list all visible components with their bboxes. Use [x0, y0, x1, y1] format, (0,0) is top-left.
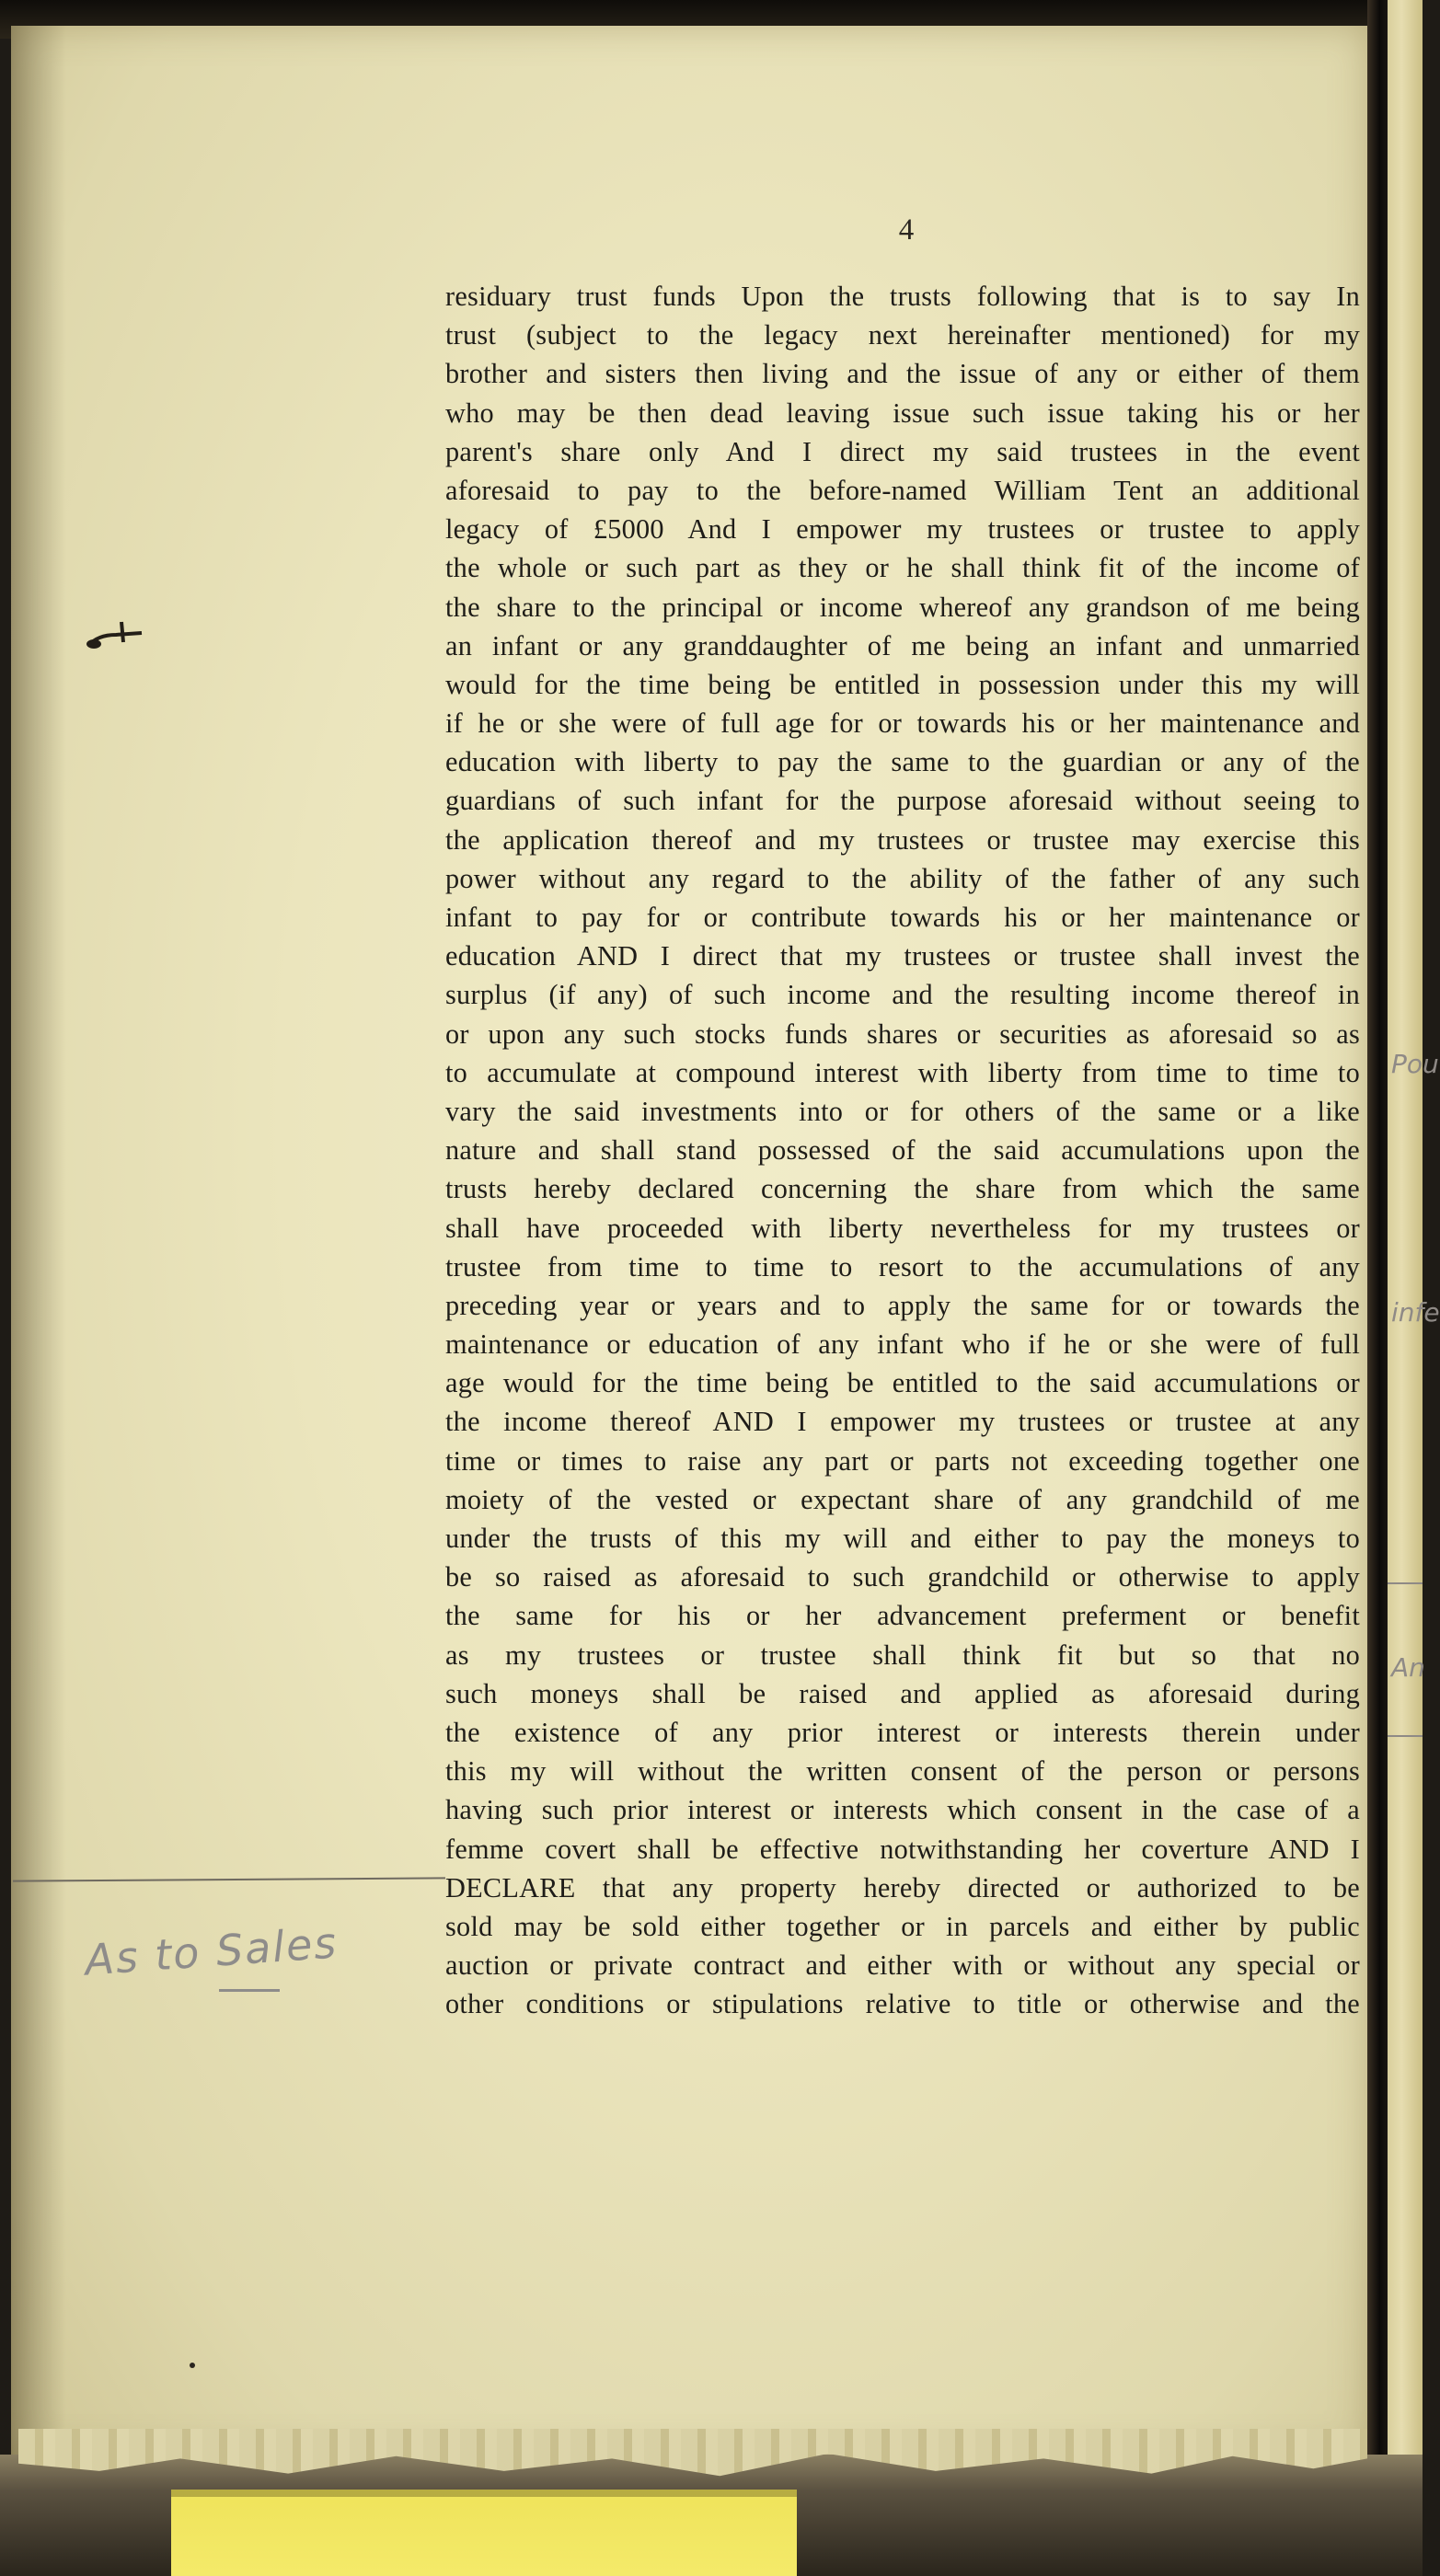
text-line: the whole or such part as they or he shall think fit of the income of: [445, 552, 1360, 584]
text-line: who may be then dead leaving issue such issue taking his or her: [445, 397, 1360, 429]
text-line: education AND I direct that my trustees or trustee shall invest the: [445, 940, 1360, 972]
text-line: surplus (if any) of such income and the resulting income thereof in: [445, 979, 1360, 1011]
text-line: vary the said investments into or for others of the same or a like: [445, 1095, 1360, 1127]
text-line: or upon any such stocks funds shares or securities as aforesaid so as: [445, 1018, 1360, 1050]
text-line: trusts hereby declared concerning the share from which the same: [445, 1173, 1360, 1205]
text-line: moiety of the vested or expectant share of any grandchild of me: [445, 1483, 1360, 1515]
text-line: under the trusts of this my will and either to pay the moneys to: [445, 1523, 1360, 1554]
text-line: brother and sisters then living and the issue of any or either of them: [445, 358, 1360, 390]
left-fold-shadow: [11, 26, 66, 2455]
text-line: the share to the principal or income whereof any grandson of me being: [445, 591, 1360, 623]
text-line: power without any regard to the ability of the father of any such: [445, 862, 1360, 894]
ink-blot-mark: [85, 615, 149, 651]
page-number: 4: [898, 213, 915, 247]
text-line: parent's share only And I direct my said trustees in the event: [445, 435, 1360, 467]
sticky-note-shadow: [171, 2490, 797, 2497]
sticky-note: [171, 2490, 797, 2576]
text-line: infant to pay for or contribute towards his or her maintenance or: [445, 902, 1360, 933]
facing-page-rule: [1388, 1735, 1423, 1737]
text-line: legacy of £5000 And I empower my trustees or trustee to apply: [445, 513, 1360, 546]
text-line: sold may be sold either together or in parcels and either by public: [445, 1910, 1360, 1942]
text-line: aforesaid to pay to the before-named William Tent an additional: [445, 474, 1360, 506]
facing-page-rule: [1388, 1582, 1423, 1584]
facing-page-note: Pou: [1391, 1049, 1439, 1079]
text-line: the income thereof AND I empower my trustees or trustee at any: [445, 1406, 1360, 1438]
text-line: nature and shall stand possessed of the said accumulations upon the: [445, 1134, 1360, 1167]
text-line: trust (subject to the legacy next hereinafter mentioned) for my: [445, 319, 1360, 351]
text-line: maintenance or education of any infant who if he or she were of full: [445, 1328, 1360, 1361]
margin-note-underline: [219, 1989, 280, 1992]
text-line: other conditions or stipulations relative to title or otherwise and the: [445, 1988, 1360, 2020]
text-line: the application thereof and my trustees or trustee may exercise this: [445, 823, 1360, 856]
text-line: as my trustees or trustee shall think fit but so that no: [445, 1639, 1360, 1671]
text-line: to accumulate at compound interest with liberty from time to time to: [445, 1056, 1360, 1088]
book-binding-gutter: [1367, 0, 1388, 2576]
text-line: preceding year or years and to apply the same for or towards the: [445, 1289, 1360, 1321]
text-line: femme covert shall be effective notwithstanding her coverture AND I: [445, 1833, 1360, 1865]
text-line: residuary trust funds Upon the trusts following that is to say In: [445, 281, 1360, 312]
text-line: be so raised as aforesaid to such grandchild or otherwise to apply: [445, 1561, 1360, 1593]
margin-note: As to Sales: [83, 1917, 340, 1985]
ink-speck: [190, 2363, 195, 2368]
text-line: having such prior interest or interests which consent in the case of a: [445, 1794, 1360, 1826]
text-line: auction or private contract and either with or without any special or: [445, 1949, 1360, 1982]
text-line: the same for his or her advancement preferment or benefit: [445, 1600, 1360, 1632]
facing-page-note: An: [1391, 1652, 1425, 1683]
text-line: would for the time being be entitled in possession under this my will: [445, 668, 1360, 700]
facing-page-note: infe: [1391, 1297, 1440, 1328]
text-line: such moneys shall be raised and applied as aforesaid during: [445, 1677, 1360, 1709]
text-line: the existence of any prior interest or interests therein under: [445, 1716, 1360, 1748]
text-line: guardians of such infant for the purpose aforesaid without seeing to: [445, 785, 1360, 817]
text-line: this my will without the written consent of the person or persons: [445, 1755, 1360, 1788]
body-text: [445, 277, 1360, 2023]
facing-page-edge: [1388, 0, 1423, 2576]
text-line: time or times to raise any part or parts not exceeding together one: [445, 1444, 1360, 1477]
text-line: education with liberty to pay the same to the guardian or any of the: [445, 746, 1360, 778]
text-line: shall have proceeded with liberty nevertheless for my trustees or: [445, 1212, 1360, 1244]
text-line: DECLARE that any property hereby directed or authorized to be: [445, 1871, 1360, 1903]
text-line: trustee from time to time to resort to the accumulations of any: [445, 1250, 1360, 1282]
text-line: age would for the time being be entitled to the said accumulations or: [445, 1367, 1360, 1399]
text-line: an infant or any granddaughter of me being an infant and unmarried: [445, 629, 1360, 661]
text-line: if he or she were of full age for or towards his or her maintenance and: [445, 707, 1360, 740]
